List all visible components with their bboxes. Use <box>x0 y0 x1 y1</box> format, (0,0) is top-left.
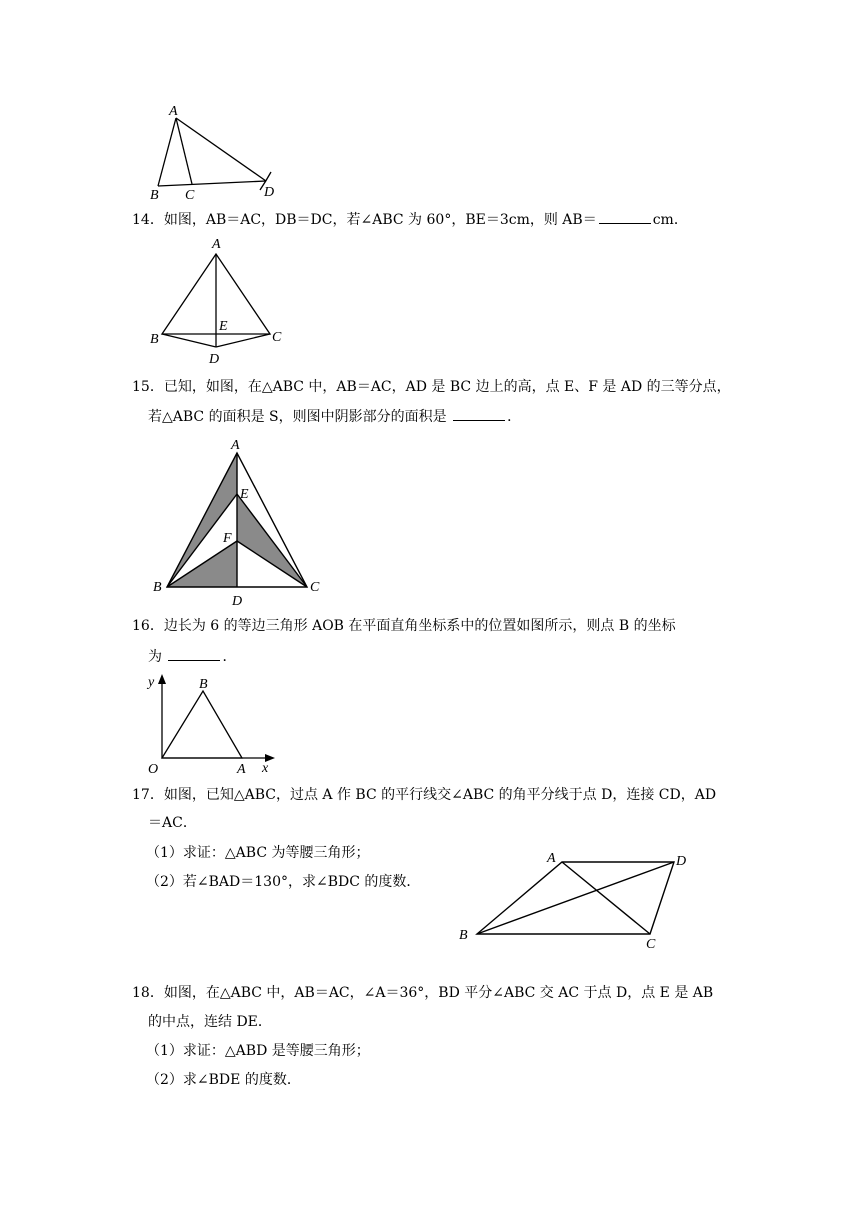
figure-q15 <box>145 435 335 610</box>
q15-number: 15． <box>132 379 164 395</box>
figure-q14 <box>145 236 295 371</box>
q18-line1-text: 如图，在△ABC 中，AB＝AC，∠A＝36°，BD 平分∠ABC 交 AC 于点 D，点 E 是 AB <box>163 985 714 1001</box>
q14-text <box>132 209 688 230</box>
q15-line1 <box>132 377 731 397</box>
label-f: F <box>223 531 232 546</box>
figure-q13 <box>140 100 290 205</box>
q16-line2 <box>148 646 236 667</box>
q17-line2 <box>148 813 197 833</box>
label-o: O <box>148 762 159 777</box>
label-d: D <box>676 854 687 869</box>
label-c: C <box>185 188 195 203</box>
q17-line1-text: 如图，已知△ABC，过点 A 作 BC 的平行线交∠ABC 的角平分线于点 D，连接 CD，AD <box>163 787 717 803</box>
q18-line1 <box>132 983 713 1003</box>
q16-line2-text-a: 为 <box>148 649 162 665</box>
q16-answer-blank[interactable] <box>168 646 220 661</box>
label-b: B <box>153 580 162 595</box>
q18-line2-text: 的中点，连结 DE． <box>148 1014 272 1030</box>
q17-line1 <box>132 785 716 805</box>
q18-part1 <box>146 1041 370 1061</box>
label-a: A <box>237 762 246 777</box>
q14-number: 14． <box>132 212 164 228</box>
q17-part2-text: （2）若∠BAD＝130°，求∠BDC 的度数． <box>146 874 421 890</box>
label-d: D <box>264 185 275 200</box>
label-e: E <box>219 319 228 334</box>
q15-line1-text: 已知，如图，在△ABC 中，AB＝AC，AD 是 BC 边上的高，点 E、F 是 AD 的三等分点， <box>163 379 731 395</box>
figure-q17 <box>452 845 702 955</box>
label-a: A <box>231 438 240 453</box>
label-b: B <box>459 928 468 943</box>
label-b: B <box>199 677 208 692</box>
q14-answer-blank[interactable] <box>599 209 651 224</box>
label-b: B <box>150 332 159 347</box>
y-axis-arrow <box>158 674 166 684</box>
q14-text-a: 如图，AB＝AC，DB＝DC，若∠ABC 为 60°，BE＝3cm，则 AB＝ <box>163 212 597 228</box>
label-a: A <box>547 851 556 866</box>
q17-part1-text: （1）求证：△ABC 为等腰三角形； <box>146 845 370 861</box>
q17-part1 <box>146 843 370 863</box>
q15-line2 <box>148 406 521 427</box>
q18-part1-text: （1）求证：△ABD 是等腰三角形； <box>146 1043 370 1059</box>
label-d: D <box>232 594 243 609</box>
q17-line2-text: ＝AC． <box>148 815 197 831</box>
q16-number: 16． <box>132 618 164 634</box>
label-b: B <box>150 188 159 203</box>
label-a: A <box>212 237 221 252</box>
label-a: A <box>169 104 178 119</box>
q18-line2 <box>148 1012 272 1032</box>
label-c: C <box>646 937 656 952</box>
label-c: C <box>310 580 320 595</box>
q17-part2 <box>146 872 420 892</box>
label-d: D <box>209 352 220 367</box>
q16-line1 <box>132 616 676 636</box>
figure-q16 <box>145 670 285 780</box>
label-e: E <box>240 487 249 502</box>
q17-number: 17． <box>132 787 164 803</box>
label-y: y <box>148 675 155 690</box>
q18-part2 <box>146 1070 301 1090</box>
q16-line1-text: 边长为 6 的等边三角形 AOB 在平面直角坐标系中的位置如图所示，则点 B 的坐标 <box>163 618 676 634</box>
q15-answer-blank[interactable] <box>453 406 505 421</box>
q15-line2-text-b: ． <box>507 409 522 425</box>
q15-line2-text-a: 若△ABC 的面积是 S，则图中阴影部分的面积是 <box>148 409 447 425</box>
q14-text-b: cm． <box>652 212 688 228</box>
q18-number: 18． <box>132 985 164 1001</box>
q16-line2-text-b: ． <box>222 649 237 665</box>
q18-part2-text: （2）求∠BDE 的度数． <box>146 1072 301 1088</box>
label-c: C <box>272 330 282 345</box>
label-x: x <box>262 761 269 776</box>
